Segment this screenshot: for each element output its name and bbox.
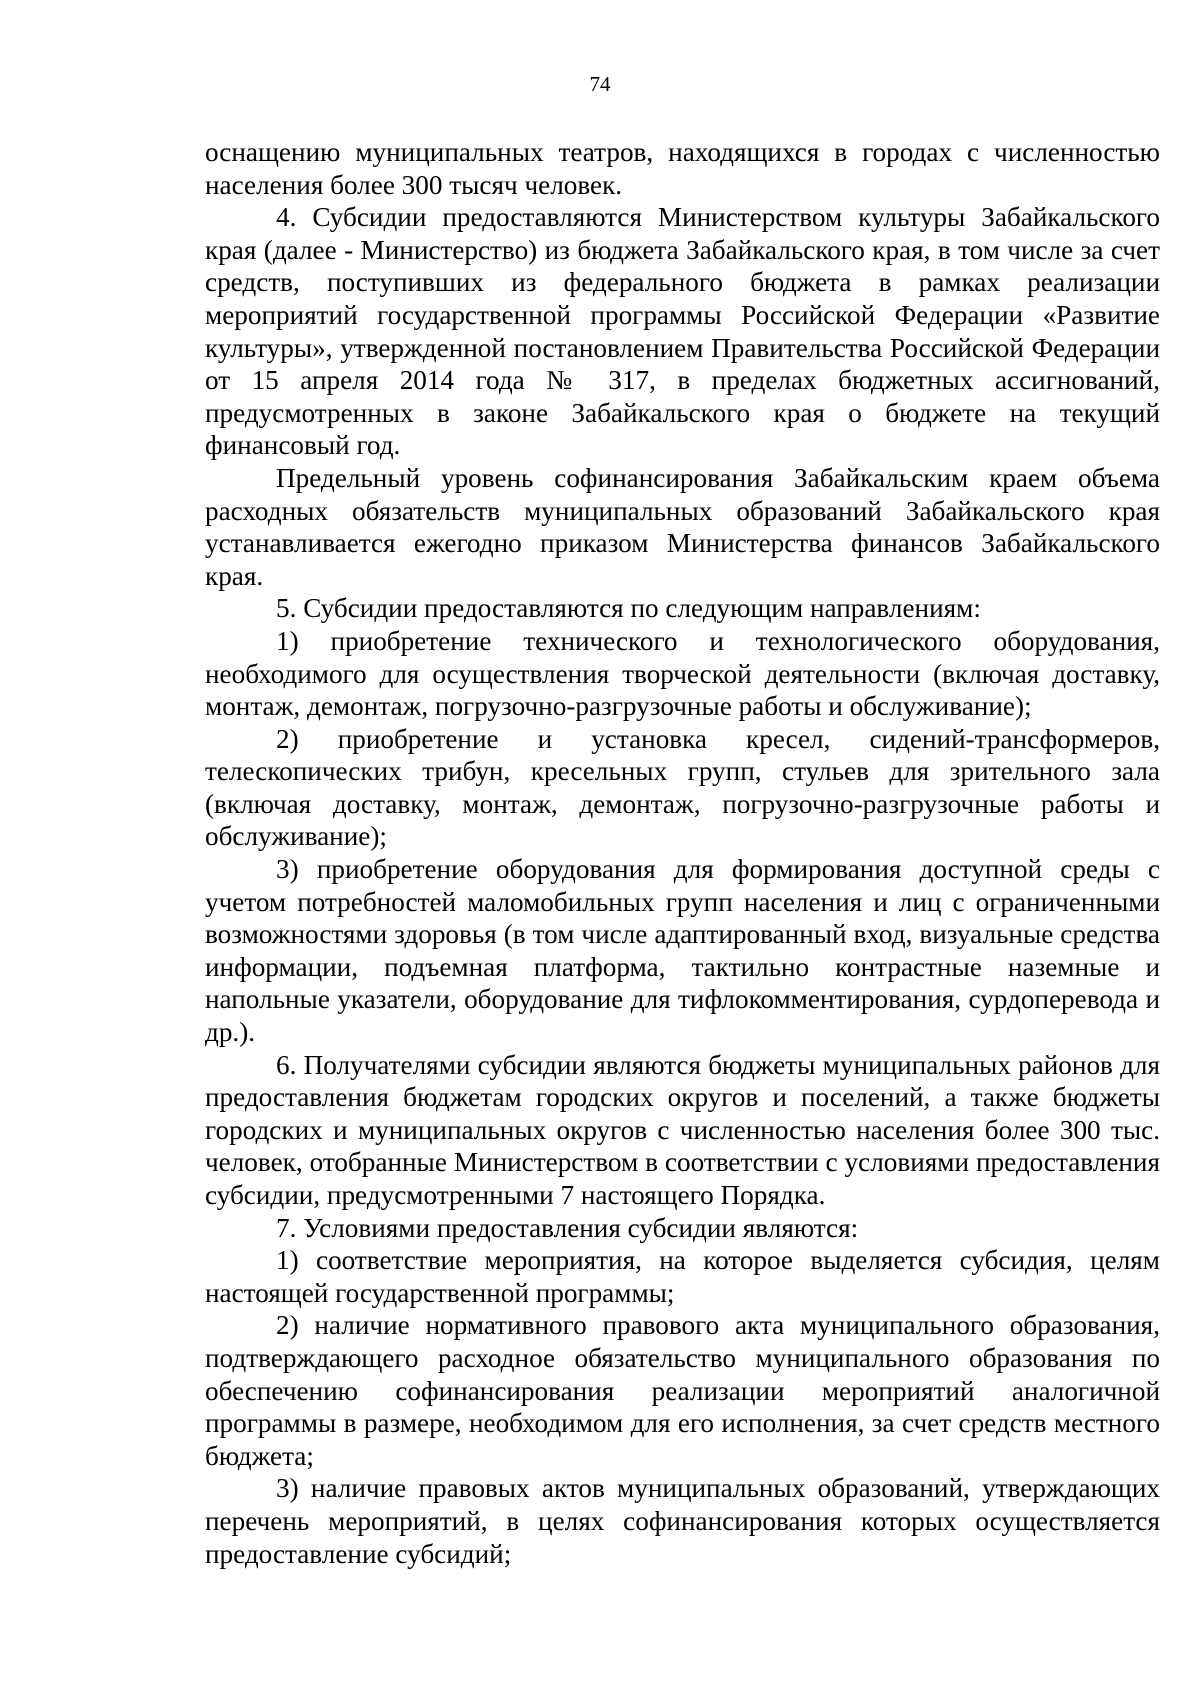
- paragraph-item-4: 4. Субсидии предоставляются Министерством культуры Забайкальского края (далее - Министерство) из бюджета Забайкальского края, в том числе за счет средств, поступивших из федерального бюджета в рамках реализации мероприятий государственной программы Российской Федерации «Развитие культуры», утвержденной постановлением Правительства Российской Федерации от 15 апреля 2014 года № 317, в пределах бюджетных ассигнований, предусмотренных в законе Забайкальского края о бюджете на текущий финансовый год.: [205, 202, 1160, 461]
- paragraph-item-5-3: 3) приобретение оборудования для формирования доступной среды с учетом потребностей маломобильных групп населения и лиц с ограниченными возможностями здоровья (в том числе адаптированный вход, визуальные средства информации, подъемная платформа, тактильно контрастные наземные и напольные указатели, оборудование для тифлокомментирования, сурдоперевода и др.).: [205, 854, 1160, 1048]
- paragraph-item-7-1: 1) соответствие мероприятия, на которое выделяется субсидия, целям настоящей государственной программы;: [205, 1245, 1160, 1308]
- paragraph-item-5-1: 1) приобретение технического и технологического оборудования, необходимого для осуществления творческой деятельности (включая доставку, монтаж, демонтаж, погрузочно-разгрузочные работы и обслуживание);: [205, 625, 1160, 722]
- paragraph-continuation: оснащению муниципальных театров, находящихся в городах с численностью населения более 300 тысяч человек.: [205, 137, 1160, 200]
- page-number: 74: [589, 72, 611, 96]
- paragraph-item-7: 7. Условиями предоставления субсидии являются:: [276, 1212, 859, 1243]
- paragraph-cofinancing-level: Предельный уровень софинансирования Забайкальским краем объема расходных обязательств муниципальных образований Забайкальского края устанавливается ежегодно приказом Министерства финансов Забайкальского края.: [205, 462, 1160, 591]
- paragraph-item-5: 5. Субсидии предоставляются по следующим направлениям:: [276, 593, 981, 624]
- paragraph-item-7-3: 3) наличие правовых актов муниципальных образований, утверждающих перечень мероприятий, в целях софинансирования которых осуществляется предоставление субсидий;: [205, 1473, 1160, 1569]
- paragraph-item-6: 6. Получателями субсидии являются бюджеты муниципальных районов для предоставления бюджетам городских округов и поселений, а также бюджеты городских и муниципальных округов с численностью населения более 300 тыс. человек, отобранные Министерством в соответствии с условиями предоставления субсидии, предусмотренными 7 настоящего Порядка.: [205, 1049, 1160, 1210]
- paragraph-item-7-2: 2) наличие нормативного правового акта муниципального образования, подтверждающего расходное обязательство муниципального образования по обеспечению софинансирования реализации мероприятий аналогичной программы в размере, необходимом для его исполнения, за счет средств местного бюджета;: [205, 1310, 1160, 1471]
- paragraph-item-5-2: 2) приобретение и установка кресел, сидений-трансформеров, телескопических трибун, кресельных групп, стульев для зрительного зала (включая доставку, монтаж, демонтаж, погрузочно-разгрузочные работы и обслуживание);: [205, 723, 1160, 852]
- document-body: [205, 136, 1160, 1570]
